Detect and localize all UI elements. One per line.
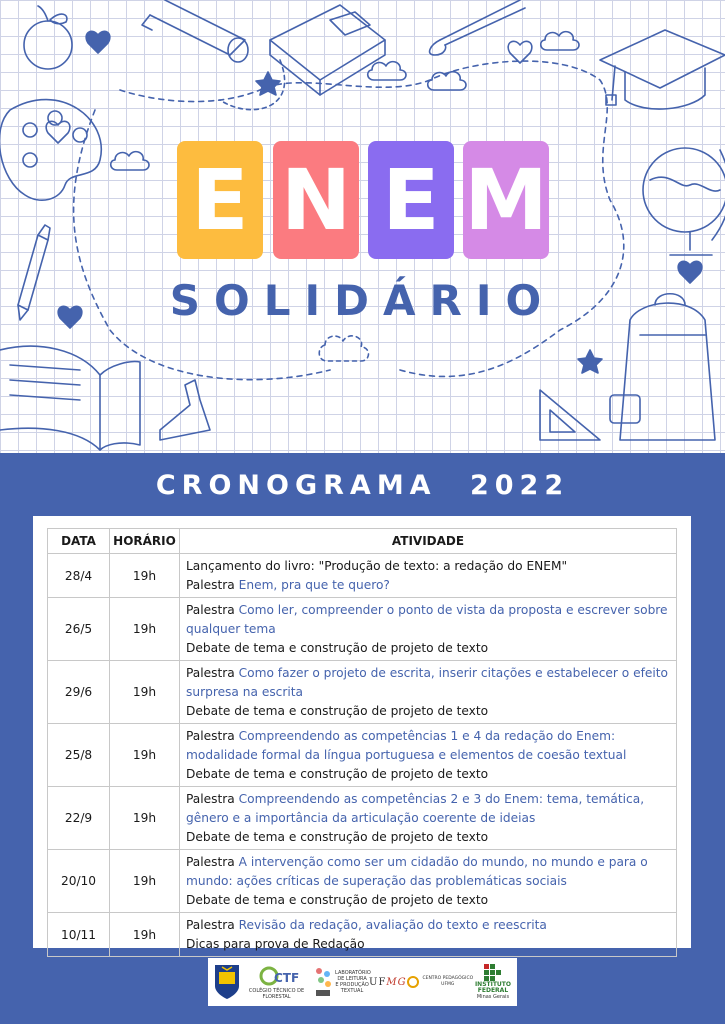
lecture-title: Como ler, compreender o ponto de vista da proposta e escrever sobre qualquer tema — [186, 603, 668, 636]
cloud-icon — [541, 32, 579, 50]
lecture-title: Revisão da redação, avaliação do texto e reescrita — [238, 918, 547, 932]
if-line1: INSTITUTO — [474, 981, 511, 988]
ctf-caption: COLÉGIO TÉCNICO DE FLORESTAL — [248, 988, 305, 1000]
row-activity — [180, 661, 677, 724]
open-book-icon — [0, 346, 140, 450]
row-time: 19h — [110, 913, 180, 957]
cloud-icon — [111, 152, 149, 170]
hero-banner — [0, 0, 725, 453]
if-grid-icon — [484, 964, 502, 982]
lecture-title: Compreendendo as competências 2 e 3 do Enem: tema, temática, gênero e a importância da articulação coerente de ideias — [186, 792, 645, 825]
ufmg-logo — [369, 977, 407, 988]
row-date: 26/5 — [48, 598, 110, 661]
row-activity — [180, 850, 677, 913]
activity-line — [186, 853, 672, 891]
activity-text: Debate de tema e construção de projeto de texto — [186, 767, 489, 781]
row-time: 19h — [110, 554, 180, 598]
flask-icon — [160, 380, 210, 440]
ufv-logo — [214, 964, 240, 1000]
star-icon — [256, 72, 280, 95]
activity-line — [186, 557, 672, 576]
table-row — [48, 850, 677, 913]
ctf-logo — [240, 964, 313, 1000]
table-row — [48, 913, 677, 957]
row-date: 22/9 — [48, 787, 110, 850]
activity-text: Dicas para prova de Redação — [186, 937, 365, 951]
activity-line — [186, 664, 672, 702]
cp-logo-icon — [407, 976, 419, 988]
partner-logos — [208, 958, 517, 1006]
activity-line — [186, 916, 672, 935]
ufmg-suffix: MG — [386, 976, 407, 988]
activity-text: Palestra — [186, 792, 239, 806]
schedule-body — [48, 554, 677, 957]
row-date: 25/8 — [48, 724, 110, 787]
row-time: 19h — [110, 661, 180, 724]
row-activity — [180, 554, 677, 598]
ufmg-prefix: UF — [369, 976, 387, 988]
activity-text: Palestra — [186, 666, 239, 680]
lecture-title: A intervenção como ser um cidadão do mundo, no mundo e para o mundo: ações críticas de superação das problemáticas sociais — [186, 855, 648, 888]
activity-text: Debate de tema e construção de projeto de texto — [186, 893, 489, 907]
row-date: 20/10 — [48, 850, 110, 913]
activity-line — [186, 639, 672, 658]
activity-line — [186, 702, 672, 721]
diploma-scroll-icon — [142, 0, 248, 62]
table-row — [48, 661, 677, 724]
globe-icon — [643, 148, 725, 255]
cp-caption: CENTRO PEDAGÓGICO UFMG — [422, 976, 474, 987]
schedule-panel — [33, 516, 691, 951]
heart-icon — [58, 306, 82, 328]
table-header-row — [48, 529, 677, 554]
row-time: 19h — [110, 598, 180, 661]
cloud-icon — [368, 62, 406, 80]
title-letter-tile: E — [368, 141, 454, 259]
cp-logo — [407, 976, 475, 988]
paint-palette-icon — [0, 100, 101, 201]
table-row — [48, 724, 677, 787]
row-date: 28/4 — [48, 554, 110, 598]
ctf-logo-icon — [260, 964, 299, 988]
activity-text: Debate de tema e construção de projeto de texto — [186, 641, 489, 655]
cloud-icon — [428, 72, 466, 90]
activity-line — [186, 790, 672, 828]
activity-line — [186, 935, 672, 954]
backpack-icon — [610, 294, 715, 440]
shield-logo-icon — [214, 964, 240, 1000]
activity-text: Lançamento do livro: "Produção de texto: a redação do ENEM" — [186, 559, 568, 573]
closed-book-icon — [270, 5, 385, 95]
activity-text: Palestra — [186, 855, 239, 869]
schedule-title: CRONOGRAMA 2022 — [155, 470, 570, 501]
title-letter-tile: N — [273, 141, 359, 259]
activity-text: Palestra — [186, 729, 239, 743]
row-date: 10/11 — [48, 913, 110, 957]
activity-line — [186, 576, 672, 595]
lecture-title: Enem, pra que te quero? — [238, 578, 390, 592]
table-row — [48, 787, 677, 850]
row-time: 19h — [110, 724, 180, 787]
activity-text: Palestra — [186, 918, 239, 932]
lab-caption: LABORATÓRIO DE LEITURA E PRODUÇÃO TEXTUAL — [335, 970, 371, 994]
activity-line — [186, 891, 672, 910]
schedule-table — [47, 528, 677, 957]
subtitle: SOLIDÁRIO — [169, 276, 556, 325]
heart-outline-icon — [46, 121, 70, 143]
header-time: HORÁRIO — [110, 529, 180, 554]
activity-text: Debate de tema e construção de projeto de texto — [186, 704, 489, 718]
header-activity: ATIVIDADE — [180, 529, 677, 554]
row-activity — [180, 913, 677, 957]
heart-icon — [86, 31, 110, 53]
row-date: 29/6 — [48, 661, 110, 724]
table-row — [48, 598, 677, 661]
row-activity — [180, 724, 677, 787]
title-letter-tile: M — [463, 141, 549, 259]
if-logo — [475, 964, 511, 1000]
pencil-icon — [18, 225, 50, 320]
cloud-outline-icon — [319, 336, 368, 361]
ctf-logo-text: CTF — [273, 971, 299, 985]
heart-icon — [678, 261, 702, 283]
row-time: 19h — [110, 850, 180, 913]
row-activity — [180, 787, 677, 850]
if-line2: FEDERAL — [477, 987, 509, 994]
activity-text: Debate de tema e construção de projeto de texto — [186, 830, 489, 844]
lab-logo — [313, 966, 369, 998]
activity-line — [186, 828, 672, 847]
title-letter-tile: E — [177, 141, 263, 259]
graduation-cap-icon — [600, 30, 725, 109]
activity-line — [186, 601, 672, 639]
apple-icon — [24, 6, 72, 69]
activity-line — [186, 765, 672, 784]
lecture-title: Compreendendo as competências 1 e 4 da redação do Enem: modalidade formal da língua portuguesa e elementos de coesão textual — [186, 729, 627, 762]
molecule-icon — [313, 966, 333, 998]
set-square-icon — [540, 390, 600, 440]
lecture-title: Como fazer o projeto de escrita, inserir citações e estabelecer o efeito surpresa na escrita — [186, 666, 669, 699]
header-date: DATA — [48, 529, 110, 554]
row-time: 19h — [110, 787, 180, 850]
if-line3: Minas Gerais — [476, 994, 510, 1000]
star-icon — [578, 350, 602, 373]
heart-outline-icon — [508, 41, 532, 63]
activity-text: Palestra — [186, 578, 239, 592]
activity-line — [186, 727, 672, 765]
row-activity — [180, 598, 677, 661]
table-row — [48, 554, 677, 598]
enem-title — [177, 141, 549, 259]
activity-text: Palestra — [186, 603, 239, 617]
paintbrush-icon — [430, 0, 525, 55]
